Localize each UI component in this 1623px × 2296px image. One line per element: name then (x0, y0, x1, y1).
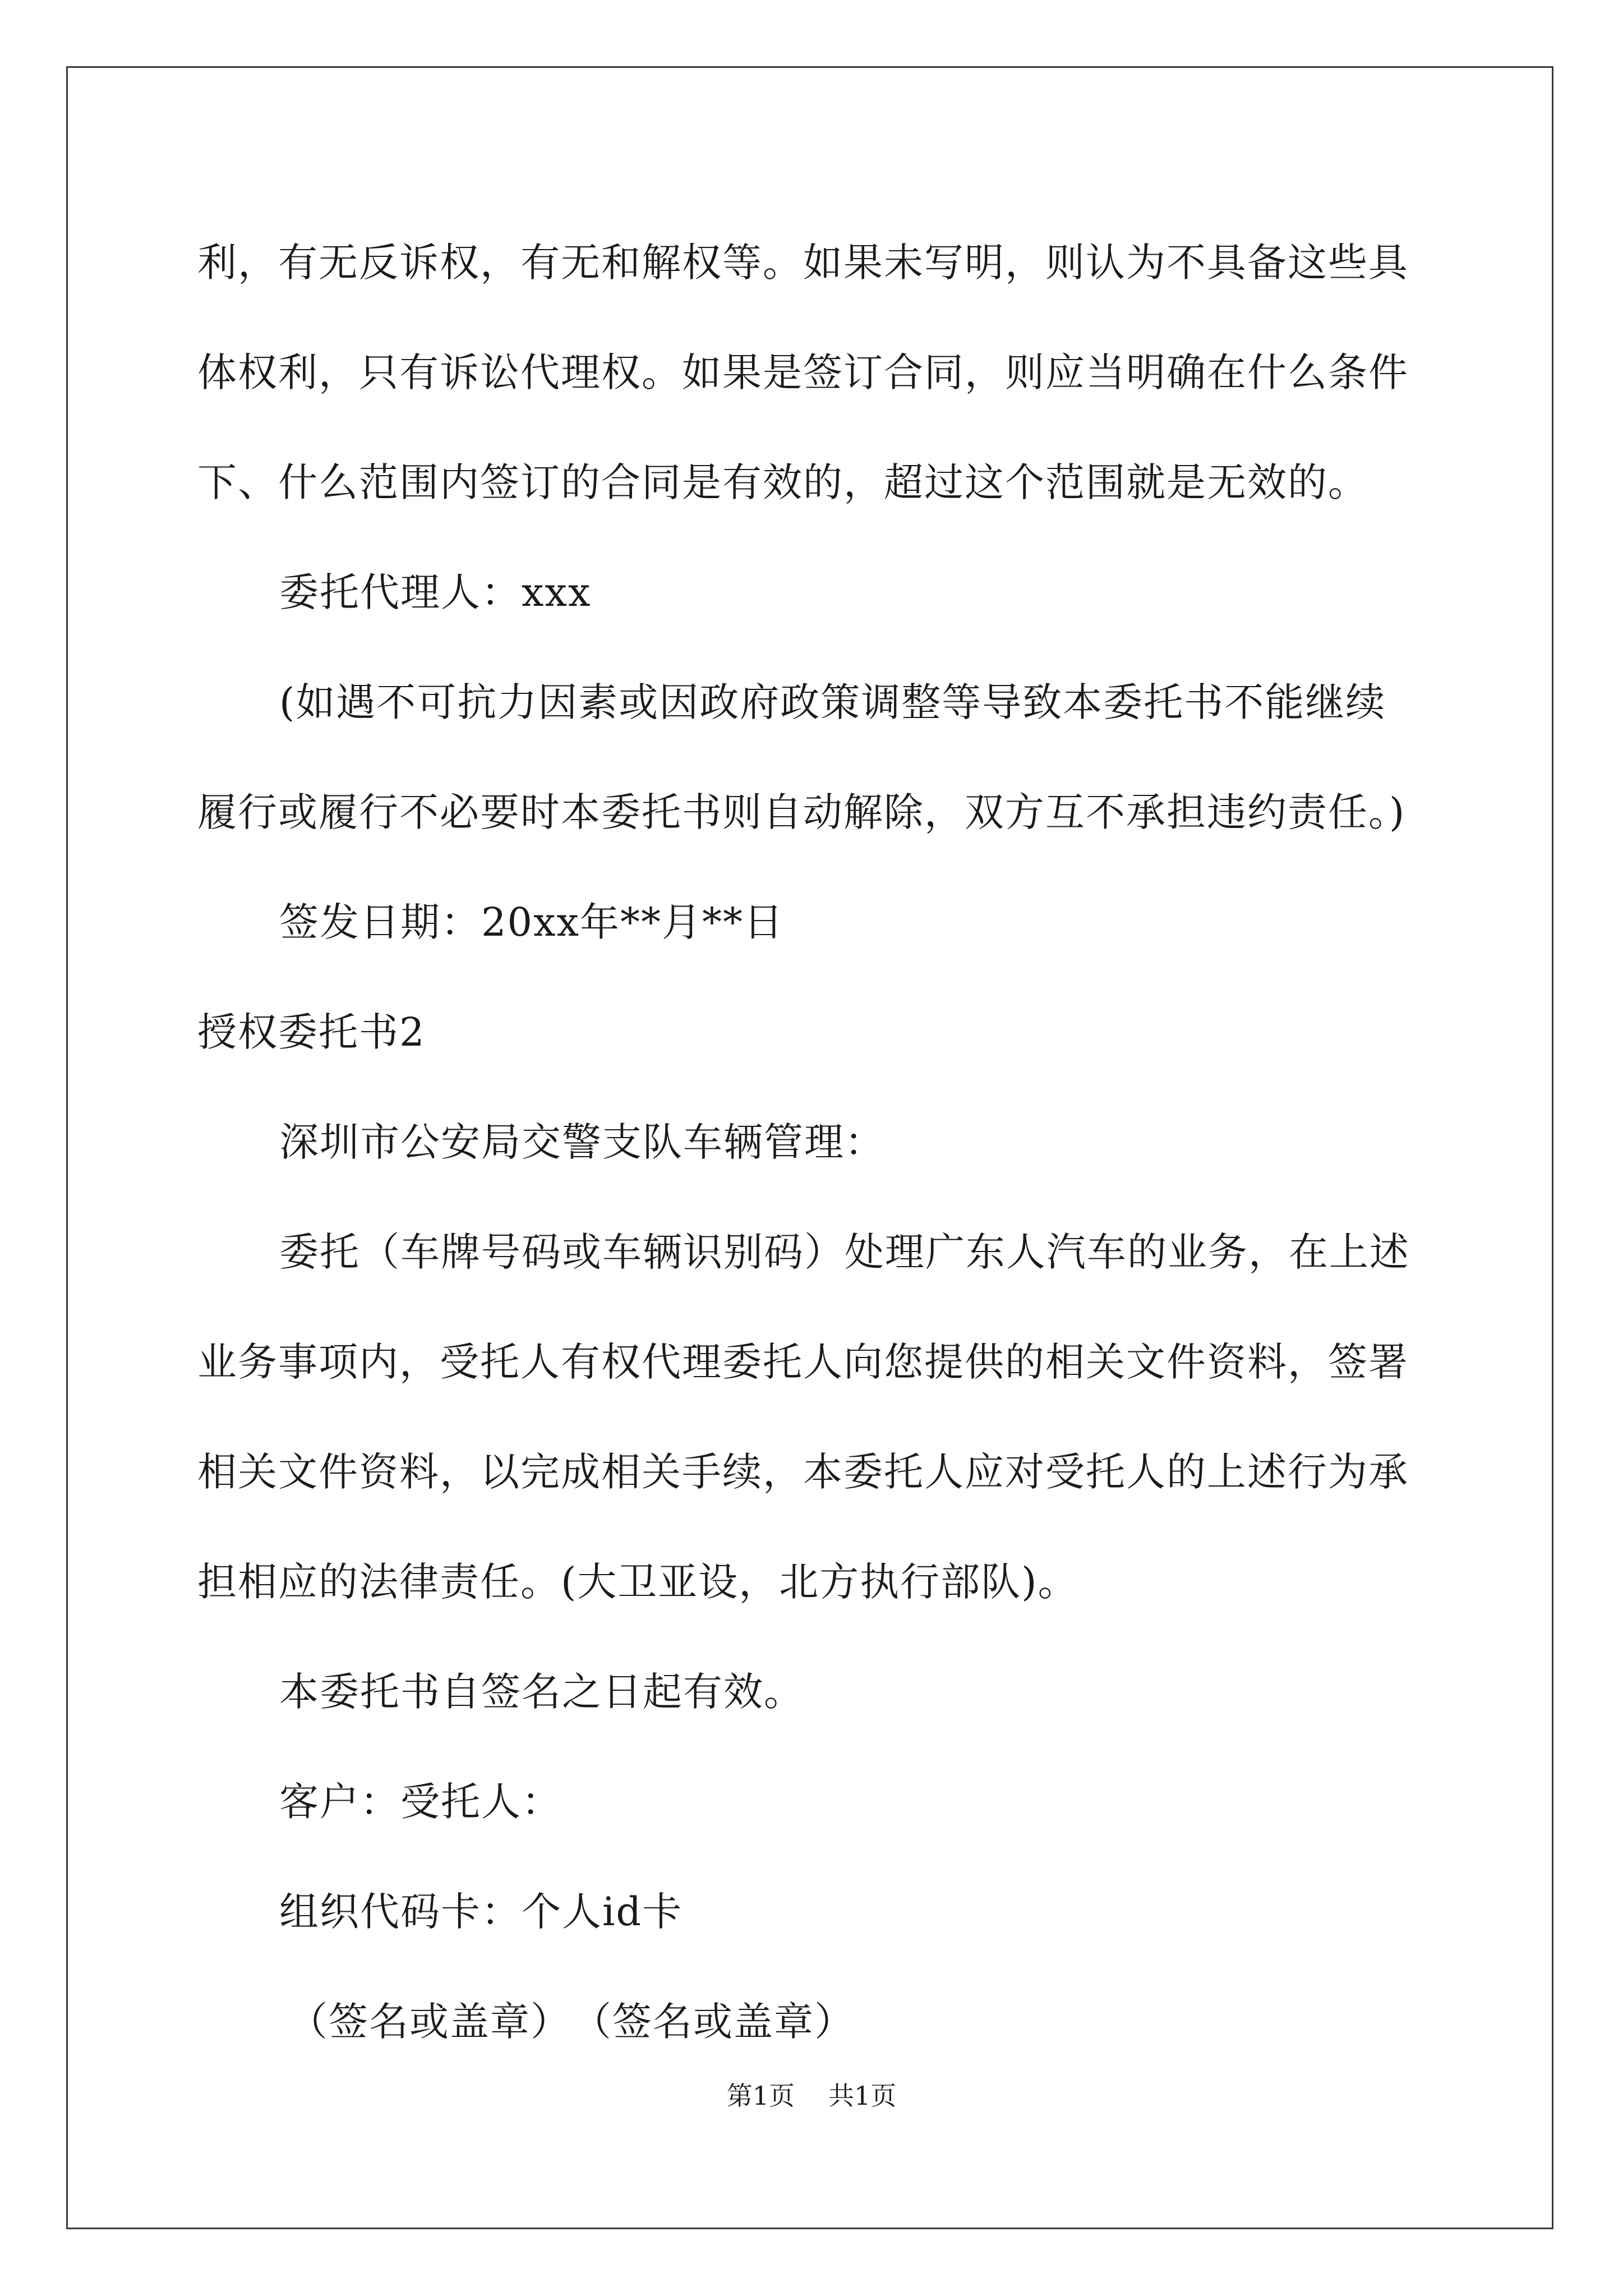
paragraph-line: 业务事项内，受托人有权代理委托人向您提供的相关文件资料，签署 (197, 1339, 1409, 1385)
paragraph-line: 担相应的法律责任。(大卫亚设，北方执行部队)。 (197, 1559, 1078, 1605)
id-card-line: 组织代码卡：个人id卡 (279, 1889, 683, 1935)
signature-line: （签名或盖章） （签名或盖章） (288, 1999, 855, 2045)
parties-line: 客户：受托人： (279, 1779, 562, 1825)
validity-line: 本委托书自签名之日起有效。 (279, 1669, 804, 1715)
paragraph-line: 下、什么范围内签订的合同是有效的，超过这个范围就是无效的。 (197, 459, 1368, 505)
paragraph-line: (如遇不可抗力因素或因政府政策调整等导致本委托书不能继续 (279, 679, 1386, 725)
document-body (197, 208, 1424, 2077)
paragraph-line: 委托（车牌号码或车辆识别码）处理广东人汽车的业务，在上述 (279, 1229, 1410, 1275)
paragraph-line: 履行或履行不必要时本委托书则自动解除，双方互不承担违约责任。) (197, 789, 1406, 835)
agent-line: 委托代理人：xxx (279, 569, 592, 615)
page-footer (0, 2076, 1623, 2113)
paragraph-line: 相关文件资料，以完成相关手续，本委托人应对受托人的上述行为承 (197, 1449, 1409, 1495)
issue-date-line: 签发日期：20xx年**月**日 (279, 899, 785, 945)
addressee-line: 深圳市公安局交警支队车辆管理： (279, 1119, 885, 1165)
page-current: 第1页 (726, 2081, 795, 2111)
section-title: 授权委托书2 (197, 1009, 426, 1055)
page-total: 共1页 (828, 2081, 897, 2111)
paragraph-line: 利，有无反诉权，有无和解权等。如果未写明，则认为不具备这些具 (197, 240, 1409, 286)
paragraph-line: 体权利，只有诉讼代理权。如果是签订合同，则应当明确在什么条件 (197, 349, 1409, 395)
